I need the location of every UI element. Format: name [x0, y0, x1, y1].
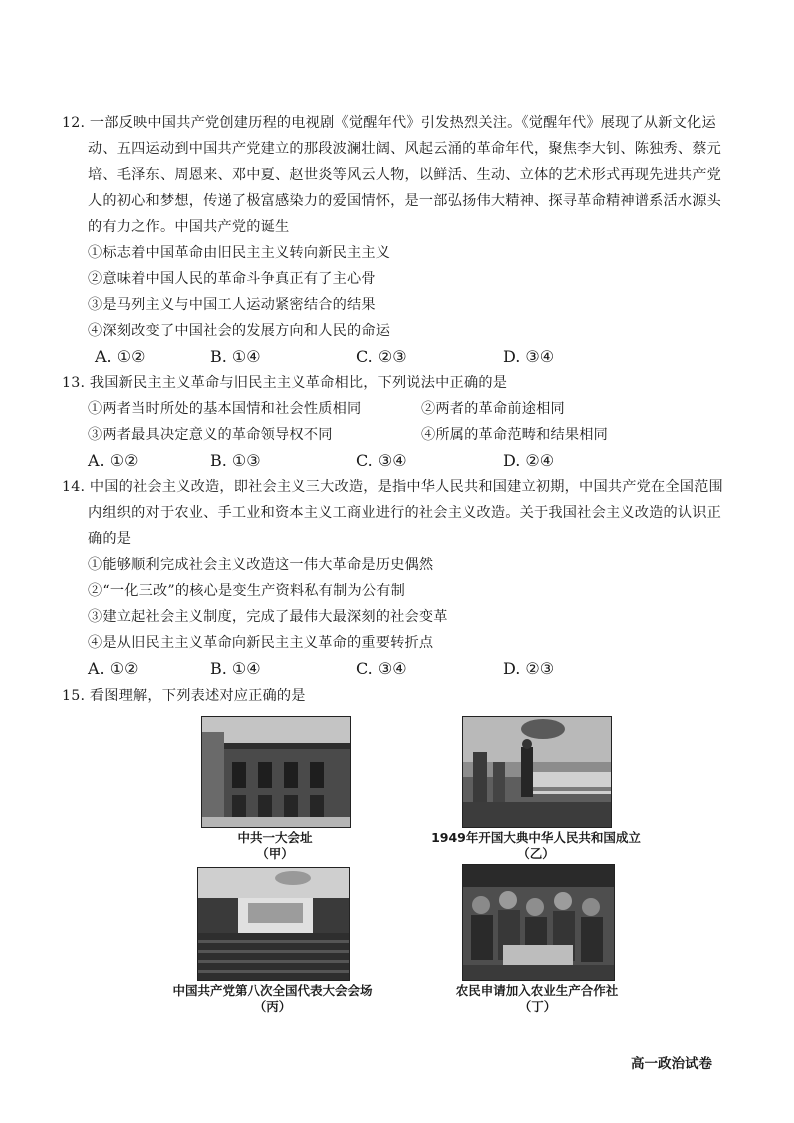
- q13-stem: 13. 我国新民主主义革命与旧民主主义革命相比，下列说法中正确的是: [62, 375, 508, 391]
- q14-statement-1: ①能够顺利完成社会主义改造这一伟大革命是历史偶然: [88, 557, 434, 573]
- q13-option-c[interactable]: C. ③④: [356, 451, 407, 470]
- q14-option-d[interactable]: D. ②③: [503, 659, 555, 678]
- q12-statement-1: ①标志着中国革命由旧民主主义转向新民主主义: [88, 245, 391, 261]
- q13-statement-1: ①两者当时所处的基本国情和社会性质相同: [88, 401, 362, 417]
- q14-stem-line-3: 确的是: [88, 531, 132, 547]
- q12-option-c[interactable]: C. ②③: [356, 347, 407, 366]
- q12-stem-line-2: 动、五四运动到中国共产党建立的那段波澜壮阔、风起云涌的革命年代，聚焦李大钊、陈独秀、蔡元: [88, 141, 722, 157]
- q13-option-b[interactable]: B. ①③: [210, 451, 261, 470]
- q12-statement-3: ③是马列主义与中国工人运动紧密结合的结果: [88, 297, 376, 313]
- q14-stem-line-1: 14. 中国的社会主义改造，即社会主义三大改造，是指中华人民共和国建立初期，中国共产党在全国范围: [62, 479, 723, 495]
- q12-statement-4: ④深刻改变了中国社会的发展方向和人民的命运: [88, 323, 391, 339]
- exam-footer-title: 高一政治试卷: [631, 1056, 712, 1072]
- photo-peasants-join-cooperative: [462, 864, 615, 981]
- photo-caption-yi: 1949年开国大典中华人民共和国成立: [431, 830, 641, 845]
- photo-cpc-first-congress-site: [201, 716, 351, 828]
- q12-stem-line-4: 人的初心和梦想，传递了极富感染力的爱国情怀，是一部弘扬伟大精神、探寻革命精神谱系活水源头: [88, 193, 722, 209]
- photo-tag-jia: （甲）: [256, 846, 294, 861]
- photo-caption-jia: 中共一大会址: [237, 830, 313, 845]
- photo-eighth-national-congress: [197, 867, 350, 981]
- q14-stem-line-2: 内组织的对于农业、手工业和资本主义工商业进行的社会主义改造。关于我国社会主义改造的认识正: [88, 505, 722, 521]
- photo-caption-bing: 中国共产党第八次全国代表大会会场: [172, 983, 373, 998]
- q13-option-d[interactable]: D. ②④: [503, 451, 555, 470]
- q14-statement-4: ④是从旧民主主义革命向新民主主义革命的重要转折点: [88, 635, 434, 651]
- q13-statement-2: ②两者的革命前途相同: [421, 401, 565, 417]
- q12-stem-line-3: 培、毛泽东、周恩来、邓中夏、赵世炎等风云人物，以鲜活、生动、立体的艺术形式再现先进共产党: [88, 167, 722, 183]
- photo-tag-yi: （乙）: [517, 846, 555, 861]
- photo-caption-ding: 农民申请加入农业生产合作社: [455, 983, 619, 998]
- q13-option-a[interactable]: A. ①②: [88, 451, 139, 470]
- q12-stem-line-5: 的有力之作。中国共产党的诞生: [88, 219, 290, 235]
- q12-option-b[interactable]: B. ①④: [210, 347, 261, 366]
- q14-statement-2: ②“一化三改”的核心是变生产资料私有制为公有制: [88, 583, 406, 599]
- q12-option-d[interactable]: D. ③④: [503, 347, 555, 366]
- q14-option-b[interactable]: B. ①④: [210, 659, 261, 678]
- q12-stem-line-1: 12. 一部反映中国共产党创建历程的电视剧《觉醒年代》引发热烈关注。《觉醒年代》展现了从新文化运: [62, 115, 716, 131]
- photo-tag-ding: （丁）: [518, 999, 557, 1014]
- q13-statement-4: ④所属的革命范畴和结果相同: [421, 427, 609, 443]
- photo-tag-bing: （丙）: [253, 999, 292, 1014]
- q12-option-a[interactable]: A. ①②: [95, 347, 146, 366]
- photo-founding-ceremony-1949: [462, 716, 612, 828]
- q12-statement-2: ②意味着中国人民的革命斗争真正有了主心骨: [88, 271, 376, 287]
- q14-option-c[interactable]: C. ③④: [356, 659, 407, 678]
- q14-option-a[interactable]: A. ①②: [88, 659, 139, 678]
- q14-statement-3: ③建立起社会主义制度，完成了最伟大最深刻的社会变革: [88, 609, 448, 625]
- q15-stem: 15. 看图理解，下列表述对应正确的是: [62, 688, 306, 704]
- q13-statement-3: ③两者最具决定意义的革命领导权不同: [88, 427, 333, 443]
